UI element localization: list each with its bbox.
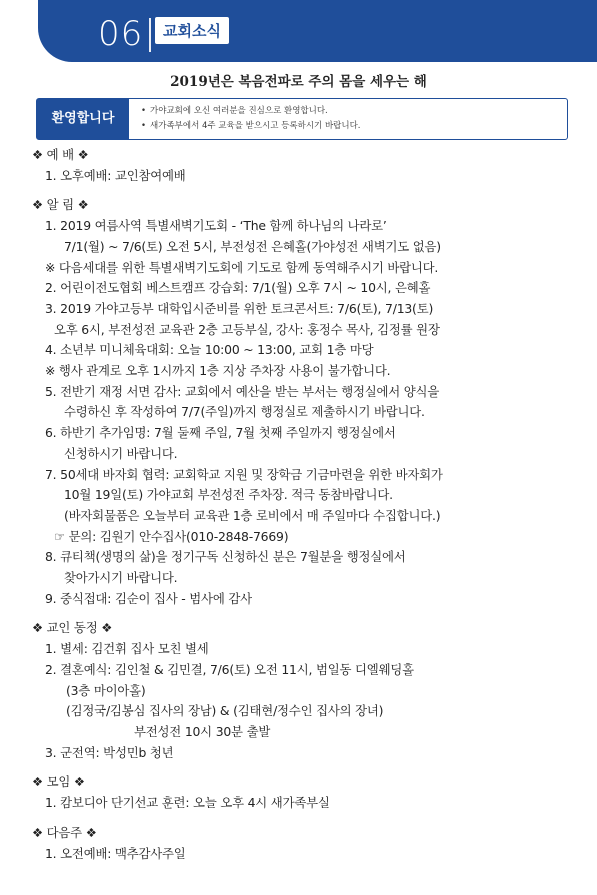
notice-line: 7/1(월) ~ 7/6(토) 오전 5시, 부전성전 은혜홀(가야성전 새벽기도 없음) — [64, 238, 441, 254]
header-divider — [149, 18, 151, 52]
notice-line: ※ 행사 관계로 오후 1시까지 1층 지상 주차장 사용이 불가합니다. — [45, 363, 391, 379]
welcome-lines — [141, 104, 361, 134]
next-week-line: 1. 오전예배: 맥추감사주일 — [45, 845, 186, 861]
member-line: (김정국/김봉심 집사의 장남) & (김태현/정수인 집사의 장녀) — [66, 703, 384, 719]
section-number: 06 — [98, 14, 144, 54]
member-line: 1. 별세: 김건휘 집사 모친 별세 — [45, 641, 209, 657]
notice-line: 3. 2019 가야고등부 대학입시준비를 위한 토크콘서트: 7/6(토), 7/13(토) — [45, 300, 434, 316]
notice-line: 6. 하반기 추가임명: 7월 둘째 주일, 7월 첫째 주일까지 행정실에서 — [45, 425, 396, 441]
members-heading: ❖ 교인 동정 ❖ — [32, 620, 113, 636]
notice-line: 2. 어린이전도협회 베스트캠프 강습회: 7/1(월) 오후 7시 ~ 10시, 은혜홀 — [45, 280, 431, 296]
notice-line: 5. 전반기 재정 서면 감사: 교회에서 예산을 받는 부서는 행정실에서 양식을 — [45, 383, 440, 399]
member-line: (3층 마이아홀) — [66, 682, 146, 698]
worship-heading: ❖ 예 배 ❖ — [32, 147, 89, 162]
page-title: 2019년은 복음전파로 주의 몸을 세우는 해 — [170, 74, 427, 90]
welcome-label: 환영합니다 — [37, 99, 129, 139]
notice-line: 9. 중식접대: 김순이 집사 - 범사에 감사 — [45, 590, 252, 606]
next-week-heading: ❖ 다음주 ❖ — [32, 824, 97, 840]
gathering-line: 1. 캄보디아 단기선교 훈련: 오늘 오후 4시 새가족부실 — [45, 795, 330, 811]
notice-line: 오후 6시, 부전성전 교육관 2층 고등부실, 강사: 홍정수 목사, 김정률 원장 — [54, 321, 440, 337]
notice-line: (바자회물품은 오늘부터 교육관 1층 로비에서 매 주일마다 수집합니다.) — [64, 507, 441, 523]
notice-line: ☞ 문의: 김원기 안수집사(010-2848-7669) — [54, 528, 289, 544]
member-line: 3. 군전역: 박성민b 청년 — [45, 744, 174, 760]
gatherings-heading: ❖ 모임 ❖ — [32, 774, 85, 790]
welcome-line: • 가야교회에 오신 여러분을 진심으로 환영합니다. — [141, 104, 361, 119]
bulletin-body — [32, 145, 592, 864]
notice-line: 수령하신 후 작성하여 7/7(주일)까지 행정실로 제출하시기 바랍니다. — [64, 404, 425, 420]
notice-line: 7. 50세대 바자회 협력: 교회학교 지원 및 장학금 기금마련을 위한 바자회가 — [45, 466, 443, 482]
section-header — [38, 0, 597, 62]
welcome-line: • 새가족부에서 4주 교육을 받으시고 등록하시기 바랍니다. — [141, 119, 361, 134]
notice-line: 신청하시기 바랍니다. — [64, 445, 178, 461]
notices-heading: ❖ 알 림 ❖ — [32, 197, 89, 213]
notice-line: 4. 소년부 미니체육대회: 오늘 10:00 ~ 13:00, 교회 1층 마당 — [45, 342, 374, 358]
notice-line: ※ 다음세대를 위한 특별새벽기도회에 기도로 함께 동역해주시기 바랍니다. — [45, 259, 439, 275]
worship-item: 1. 오후예배: 교인참여예배 — [45, 167, 186, 183]
member-line: 2. 결혼예식: 김인철 & 김민결, 7/6(토) 오전 11시, 범일동 디엘웨딩홀 — [45, 661, 414, 677]
section-title: 교회소식 — [155, 17, 229, 44]
member-line: 부전성전 10시 30분 출발 — [134, 723, 271, 739]
notice-line: 10월 19일(토) 가야교회 부전성전 주차장. 적극 동참바랍니다. — [64, 487, 393, 503]
welcome-box — [36, 98, 568, 140]
notice-line: 8. 큐티책(생명의 삶)을 정기구독 신청하신 분은 7월분을 행정실에서 — [45, 549, 406, 565]
notice-line: 찾아가시기 바랍니다. — [64, 570, 178, 586]
notice-line: 1. 2019 여름사역 특별새벽기도회 - ‘The 함께 하나님의 나라로’ — [45, 218, 387, 234]
